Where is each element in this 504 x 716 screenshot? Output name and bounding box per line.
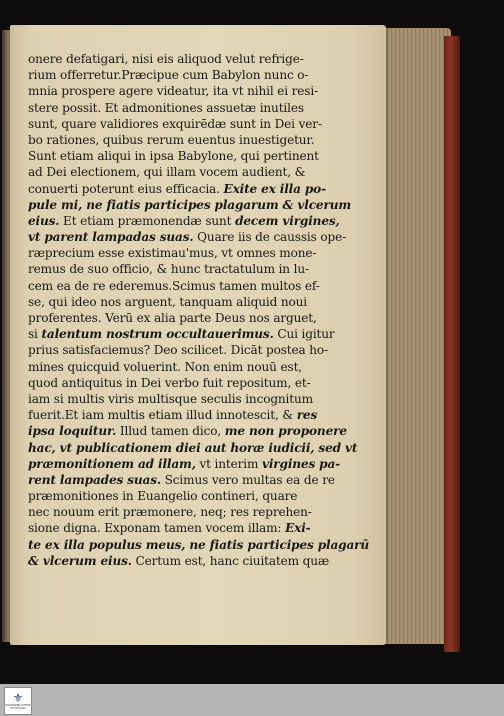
text-run: mines quicquid voluerint. Non enim nouū est, — [28, 359, 302, 374]
text-run: ad Dei electionem, qui illam vocem audient, & — [28, 165, 306, 180]
text-line — [28, 456, 341, 472]
text-line — [28, 504, 312, 520]
text-run: rium offerretur.Præcipue cum Babylon nunc o- — [28, 68, 309, 83]
page-stack-edge — [383, 28, 451, 644]
italic-text-run: & vlcerum eius. — [28, 553, 132, 568]
text-line — [28, 278, 320, 294]
text-line — [28, 391, 313, 407]
text-run: bo rationes, quibus rerum euentus inuestigetur. — [28, 132, 315, 147]
text-line — [28, 326, 335, 342]
logo-text-line-1: STAATSBIBLIOTHEK — [5, 704, 31, 707]
text-line — [28, 488, 306, 504]
text-run: sione digna. Exponam tamen vocem illam: — [28, 521, 286, 536]
text-line — [28, 83, 319, 99]
logo-text-line-2: STUTTGART — [10, 707, 26, 710]
text-line — [28, 423, 347, 439]
italic-text-run: virgines pa- — [261, 456, 341, 471]
italic-text-run: hac, vt publicationem diei aut horæ iudicii, sed vt — [28, 440, 358, 455]
text-line — [28, 197, 351, 213]
library-logo[interactable] — [4, 687, 32, 715]
italic-text-run: præmonitionem ad illam, — [28, 456, 196, 471]
italic-text-run: ipsa loquitur. — [28, 424, 117, 439]
text-run: ræprecium esse existimau'mus, vt omnes mone- — [28, 246, 317, 261]
text-run: iam si multis viris multisque seculis incognitum — [28, 391, 313, 406]
text-line — [28, 51, 306, 67]
italic-text-run: vt parent lampadas suas. — [28, 230, 194, 245]
text-run: sunt, quare validiores exquirēdæ sunt in Dei ver- — [28, 116, 322, 131]
page-text — [28, 51, 370, 569]
italic-text-run: rent lampades suas. — [28, 472, 161, 487]
text-run: si — [28, 327, 42, 342]
text-run: cem ea de re ederemus.Scimus tamen multos ef- — [28, 278, 320, 293]
italic-text-run: eius. — [28, 213, 60, 228]
text-line — [28, 213, 340, 229]
text-line — [28, 245, 317, 261]
text-line — [28, 294, 306, 310]
text-run: conuerti poterunt eius efficacia. — [28, 181, 224, 196]
text-line — [28, 440, 358, 456]
text-line — [28, 148, 319, 164]
italic-text-run: Exite ex illa po- — [223, 181, 326, 196]
text-line — [28, 520, 311, 536]
italic-text-run: talentum nostrum occultauerimus. — [41, 327, 274, 342]
text-line — [28, 310, 317, 326]
text-line — [28, 181, 326, 197]
text-run: præmonitiones in Euangelio contineri, quare — [28, 489, 298, 504]
text-line — [28, 472, 335, 488]
text-run: remus de suo officio, & hunc tractatulum in lu- — [28, 262, 309, 277]
library-crest-icon: ⚜ — [12, 691, 24, 705]
text-line — [28, 407, 318, 423]
viewer-footer — [0, 684, 504, 716]
text-run: proferentes. Verū ex alia parte Deus nos arguet, — [28, 311, 317, 325]
text-run: Illud tamen dico, — [116, 424, 225, 439]
text-run: Quare iis de caussis ope- — [193, 230, 347, 245]
text-run: quod antiquitus in Dei verbo fuit repositum, et- — [28, 375, 311, 390]
text-line — [28, 67, 309, 83]
text-run: Et etiam præmonendæ sunt — [59, 213, 236, 228]
text-line — [28, 359, 306, 375]
text-run: nec nouum erit præmonere, neq; res reprehen- — [28, 505, 312, 520]
text-line — [28, 553, 330, 569]
text-run: mnia prospere agere videatur, ita vt nihil ei resi- — [28, 84, 319, 99]
text-run: prius satisfaciemus? Deo scilicet. Dicāt postea ho- — [28, 343, 328, 358]
text-run: Certum est, hanc ciuitatem quæ — [131, 553, 330, 568]
text-line — [28, 132, 315, 148]
italic-text-run: te ex illa populus meus, ne fiatis participes plagarū — [28, 537, 370, 552]
text-line — [28, 261, 309, 277]
text-run: Sunt etiam aliqui in ipsa Babylone, qui pertinent — [28, 149, 319, 164]
text-line — [28, 164, 306, 180]
italic-text-run: res — [296, 408, 318, 423]
text-line — [28, 537, 370, 553]
text-line — [28, 100, 306, 116]
italic-text-run: decem virgines, — [235, 213, 340, 228]
text-run: Scimus vero multas ea de re — [160, 472, 335, 487]
italic-text-run: me non proponere — [224, 424, 347, 439]
text-run: vt interim — [195, 456, 262, 471]
text-line — [28, 229, 347, 245]
text-run: Cui igitur — [273, 327, 335, 342]
text-run: stere possit. Et admonitiones assuetæ inutiles — [28, 100, 304, 115]
text-run: se, qui ideo nos arguent, tanquam aliquid noui — [28, 294, 307, 309]
book-cover-edge — [444, 36, 460, 652]
text-line — [28, 375, 311, 391]
italic-text-run: pule mi, ne fiatis participes plagarum & vlcerum — [28, 197, 351, 212]
text-run: fuerit.Et iam multis etiam illud innotescit, & — [28, 408, 297, 423]
text-line — [28, 116, 322, 132]
text-run: onere defatigari, nisi eis aliquod velut refrige- — [28, 52, 304, 66]
text-line — [28, 342, 328, 358]
italic-text-run: Exi- — [285, 521, 311, 536]
